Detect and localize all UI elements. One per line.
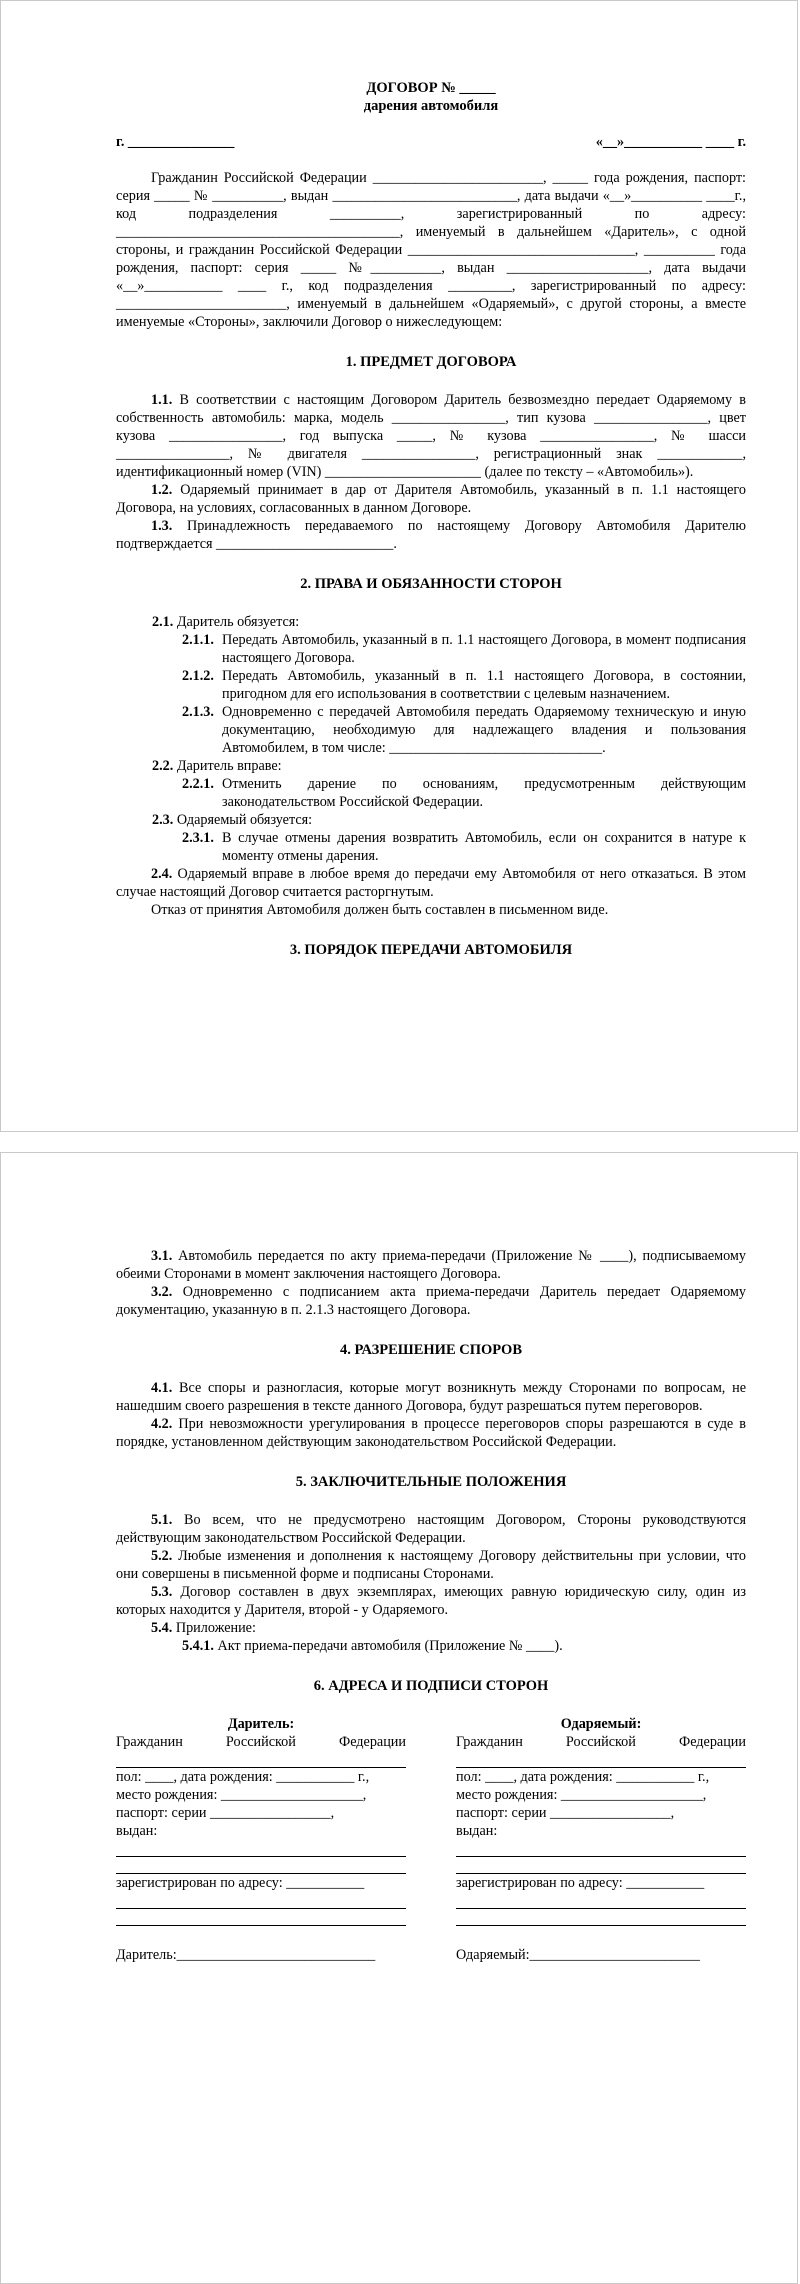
clause-number: 2.1.1. <box>182 632 214 648</box>
clause-5-4 <box>116 1619 746 1637</box>
section-1-heading: 1. ПРЕДМЕТ ДОГОВОРА <box>345 354 517 370</box>
clause-number: 3.1. <box>151 1248 173 1264</box>
date-field: «__»___________ ____ г. <box>595 134 746 150</box>
donee-address-line-2 <box>456 1909 746 1926</box>
clause-text: В соответствии с настоящим Договором Даритель безвозмездно передает Одаряемому в собственность автомобиль: марка, модель ________________, тип кузова ________________, цвет кузова ________________, год выпуска _____, № кузова ________________, № шасси ________________, № двигателя ________________, регистрационный знак ____________, идентификационный номер (VIN) ______________________ (далее по тексту – «Автомобиль»). <box>116 392 746 480</box>
section-5-heading: 5. ЗАКЛЮЧИТЕЛЬНЫЕ ПОЛОЖЕНИЯ <box>295 1474 567 1490</box>
clause-3-1 <box>116 1247 746 1283</box>
donee-issued-line-1 <box>456 1840 746 1857</box>
donee-signature: Одаряемый:________________________ <box>456 1947 700 1963</box>
clause-number: 4.2. <box>151 1416 173 1432</box>
clause-text: Все споры и разногласия, которые могут возникнуть между Сторонами по вопросам, не нашедшим своего разрешения в тексте данного Договора, будут разрешаться путем переговоров. <box>116 1380 746 1414</box>
clause-number: 4.1. <box>151 1380 173 1396</box>
donor-address: зарегистрирован по адресу: ___________ <box>116 1875 365 1891</box>
clause-number: 5.2. <box>151 1548 173 1564</box>
document-page-2 <box>0 1152 798 2284</box>
donee-issued: выдан: <box>456 1823 498 1839</box>
clause-number: 2.1.3. <box>182 704 214 720</box>
donor-issued: выдан: <box>116 1823 158 1839</box>
clause-2-1-1 <box>116 631 746 667</box>
contract-subtitle: дарения автомобиля <box>363 98 499 114</box>
clause-1-1 <box>116 391 746 481</box>
donor-header: Даритель: <box>227 1716 295 1732</box>
clause-text: Передать Автомобиль, указанный в п. 1.1 настоящего Договора, в состоянии, пригодном для его использования в соответствии с целевым назначением. <box>222 668 746 702</box>
clause-number: 1.1. <box>151 392 173 408</box>
donor-column <box>116 1715 406 1964</box>
donor-name-line <box>116 1751 406 1768</box>
document-page-1 <box>0 0 798 1132</box>
clause-3-2 <box>116 1283 746 1319</box>
clause-5-3 <box>116 1583 746 1619</box>
clause-text: Передать Автомобиль, указанный в п. 1.1 настоящего Договора, в момент подписания настоящего Договора. <box>222 632 746 666</box>
clause-2-4-note: Отказ от принятия Автомобиля должен быть составлен в письменном виде. <box>151 902 609 918</box>
donor-issued-line-1 <box>116 1840 406 1857</box>
clause-2-1-3 <box>116 703 746 757</box>
donee-name-line <box>456 1751 746 1768</box>
clause-number: 5.1. <box>151 1512 173 1528</box>
section-2-heading: 2. ПРАВА И ОБЯЗАННОСТИ СТОРОН <box>300 576 562 592</box>
donor-sex-birth: пол: ____, дата рождения: ___________ г., <box>116 1769 370 1785</box>
clause-text: Во всем, что не предусмотрено настоящим Договором, Стороны руководствуются действующим законодательством Российской Федерации. <box>116 1512 746 1546</box>
clause-1-2 <box>116 481 746 517</box>
donee-issued-line-2 <box>456 1857 746 1874</box>
clause-5-4-1 <box>116 1637 746 1655</box>
clause-text: При невозможности урегулирования в процессе переговоров споры разрешаются в суде в порядке, установленном действующим законодательством Российской Федерации. <box>116 1416 746 1450</box>
clause-text: Принадлежность передаваемого по настоящему Договору Автомобиля Дарителю подтверждается _________________________. <box>116 518 746 552</box>
clause-text: Автомобиль передается по акту приема-передачи (Приложение № ____), подписываемому обеими Сторонами в момент заключения настоящего Договора. <box>116 1248 746 1282</box>
city-field: г. _______________ <box>116 134 235 150</box>
clause-number: 2.1.2. <box>182 668 214 684</box>
clause-text: В случае отмены дарения возвратить Автомобиль, если он сохранится в натуре к моменту отмены дарения. <box>222 830 746 864</box>
clause-number: 2.2. <box>152 758 174 774</box>
clause-4-1 <box>116 1379 746 1415</box>
donor-address-line-2 <box>116 1909 406 1926</box>
donor-issued-line-2 <box>116 1857 406 1874</box>
clause-text: Договор составлен в двух экземплярах, имеющих равную юридическую силу, один из которых находится у Дарителя, второй - у Одаряемого. <box>116 1584 746 1618</box>
clause-2-2 <box>116 757 746 775</box>
donee-birthplace: место рождения: ____________________, <box>456 1787 707 1803</box>
donor-signature: Даритель:____________________________ <box>116 1947 376 1963</box>
donor-birthplace: место рождения: ____________________, <box>116 1787 367 1803</box>
clause-5-2 <box>116 1547 746 1583</box>
clause-number: 1.3. <box>151 518 173 534</box>
city-date-line <box>116 133 746 151</box>
donee-column <box>456 1715 746 1964</box>
donor-passport: паспорт: серии _________________, <box>116 1805 335 1821</box>
clause-text: Даритель обязуется: <box>173 614 300 630</box>
page-2-content <box>116 1247 746 1964</box>
page-1-content <box>116 79 746 979</box>
clause-text: Любые изменения и дополнения к настоящему Договору действительны при условии, что они совершены в письменной форме и подписаны Сторонами. <box>116 1548 746 1582</box>
clause-number: 5.4.1. <box>182 1638 214 1654</box>
clause-number: 2.3.1. <box>182 830 214 846</box>
donee-address: зарегистрирован по адресу: ___________ <box>456 1875 705 1891</box>
section-3-heading: 3. ПОРЯДОК ПЕРЕДАЧИ АВТОМОБИЛЯ <box>289 942 573 958</box>
donee-passport: паспорт: серии _________________, <box>456 1805 675 1821</box>
donee-header: Одаряемый: <box>560 1716 642 1732</box>
clause-text: Отменить дарение по основаниям, предусмотренным действующим законодательством Российской Федерации. <box>222 776 746 810</box>
clause-number: 2.4. <box>151 866 173 882</box>
clause-number: 2.2.1. <box>182 776 214 792</box>
clause-number: 3.2. <box>151 1284 173 1300</box>
clause-text: Одаряемый принимает в дар от Дарителя Автомобиль, указанный в п. 1.1 настоящего Договора, на условиях, согласованных в данном Договоре. <box>116 482 746 516</box>
clause-text: Акт приема-передачи автомобиля (Приложение № ____). <box>213 1638 563 1654</box>
contract-title: ДОГОВОР № _____ <box>366 80 496 96</box>
clause-2-4 <box>116 865 746 901</box>
donor-address-line-1 <box>116 1892 406 1909</box>
clause-number: 1.2. <box>151 482 173 498</box>
donee-citizenship: Гражданин Российской Федерации <box>456 1734 746 1750</box>
preamble: Гражданин Российской Федерации ________________________, _____ года рождения, паспорт: серия _____ № __________, выдан __________________________, дата выдачи «__»__________ ____г., код подразделения __________, зарегистрированный по адресу: ________________________________________, именуемый в дальнейшем «Даритель», с одной стороны, и гражданин Российской Федерации ________________________________, __________ года рождения, паспорт: серия _____ №__________, выдан ____________________, дата выдачи «__»___________ ____ г., код подразделения _________, зарегистрированный по адресу: ________________________, именуемый в дальнейшем «Одаряемый», с другой стороны, а вместе именуемые «Стороны», заключили Договор о нижеследующем: <box>116 170 746 330</box>
signatures-block <box>116 1715 746 1964</box>
clause-text: Одновременно с подписанием акта приема-передачи Даритель передает Одаряемому документацию, указанную в п. 2.1.3 настоящего Договора. <box>116 1284 746 1318</box>
donee-address-line-1 <box>456 1892 746 1909</box>
clause-text: Одаряемый вправе в любое время до передачи ему Автомобиля от него отказаться. В этом случае настоящий Договор считается расторгнутым. <box>116 866 746 900</box>
clause-2-1-2 <box>116 667 746 703</box>
section-4-heading: 4. РАЗРЕШЕНИЕ СПОРОВ <box>340 1342 522 1358</box>
donee-sex-birth: пол: ____, дата рождения: ___________ г., <box>456 1769 710 1785</box>
clause-2-3 <box>116 811 746 829</box>
clause-2-1 <box>116 613 746 631</box>
clause-text: Даритель вправе: <box>173 758 282 774</box>
clause-5-1 <box>116 1511 746 1547</box>
clause-number: 5.4. <box>151 1620 173 1636</box>
section-6-heading: 6. АДРЕСА И ПОДПИСИ СТОРОН <box>313 1678 549 1694</box>
donor-citizenship: Гражданин Российской Федерации <box>116 1734 406 1750</box>
clause-text: Приложение: <box>172 1620 256 1636</box>
clause-number: 5.3. <box>151 1584 173 1600</box>
clause-1-3 <box>116 517 746 553</box>
clause-number: 2.1. <box>152 614 174 630</box>
clause-2-2-1 <box>116 775 746 811</box>
clause-2-3-1 <box>116 829 746 865</box>
clause-number: 2.3. <box>152 812 174 828</box>
clause-4-2 <box>116 1415 746 1451</box>
clause-text: Одновременно с передачей Автомобиля передать Одаряемому техническую и иную документацию, необходимую для надлежащего владения и пользования Автомобилем, в том числе: ______________________________. <box>222 704 746 756</box>
clause-text: Одаряемый обязуется: <box>173 812 313 828</box>
